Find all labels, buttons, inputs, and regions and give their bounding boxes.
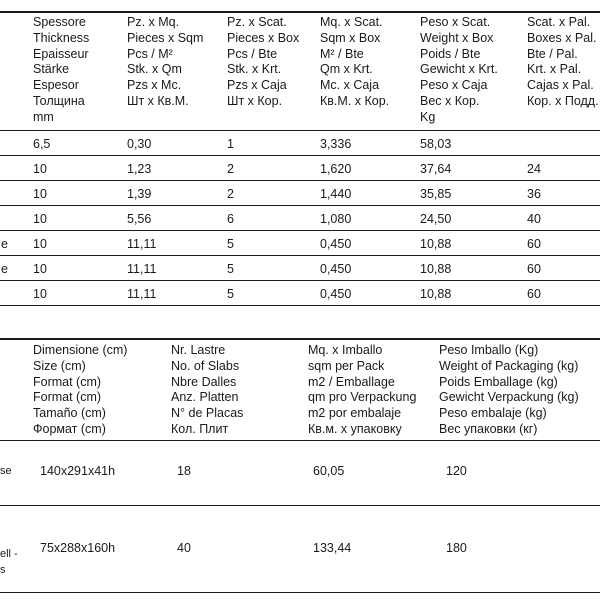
t1-cell-boxes-pallet: 60 [527,287,541,301]
t1-cell-pieces-box: 5 [227,262,234,276]
t1-header-rule [0,130,600,131]
t1-cell-sqm-box: 0,450 [320,237,352,251]
row-divider [0,505,600,506]
t1-cell-thickness: 6,5 [33,137,51,151]
t1-cell-thickness: 10 [33,212,47,226]
t2-cell-sqm-pack: 60,05 [313,464,345,478]
t1-cell-weight-box: 58,03 [420,137,452,151]
t1-header-sqm-box: Mq. x Scat. Sqm x Box M² / Bte Qm x Krt. Mc. x Caja Кв.М. х Кор. [320,15,390,108]
row-divider [0,180,600,181]
t1-cell-pieces-sqm: 11,11 [127,262,157,276]
t2-row-label: ell - [0,548,18,560]
t1-cell-pieces-sqm: 11,11 [127,287,157,301]
row-divider [0,230,600,231]
t1-row-label: e [1,262,8,276]
t2-cell-sqm-pack: 133,44 [313,541,352,555]
t1-cell-weight-box: 10,88 [420,262,452,276]
rule-top [0,11,600,13]
t2-header-rule [0,440,600,441]
row-divider [0,205,600,206]
t1-cell-sqm-box: 0,450 [320,262,352,276]
t1-cell-pieces-sqm: 11,11 [127,237,157,251]
t1-cell-pieces-box: 5 [227,287,234,301]
t1-cell-thickness: 10 [33,287,47,301]
t2-row-label: se [0,465,12,477]
t2-header-pack-weight: Peso Imballo (Kg) Weight of Packaging (kg) Poids Emballage (kg) Gewicht Verpackung (kg) Peso embalaje (kg) Вес упаковки (кг) [439,343,579,436]
t1-cell-sqm-box: 3,336 [320,137,352,151]
t2-header-slabs: Nr. Lastre No. of Slabs Nbre Dalles Anz. Platten N° de Placas Кол. Плит [171,343,244,436]
t1-cell-sqm-box: 1,080 [320,212,352,226]
t2-cell-slabs: 40 [177,541,191,555]
t1-cell-pieces-box: 5 [227,237,234,251]
t1-cell-thickness: 10 [33,237,47,251]
t1-header-thickness: Spessore Thickness Epaisseur Stärke Espesor Толщина mm [33,15,90,124]
t1-cell-sqm-box: 1,440 [320,187,352,201]
t2-row-label: s [0,564,6,576]
t1-cell-weight-box: 10,88 [420,287,452,301]
t1-cell-weight-box: 24,50 [420,212,452,226]
t2-top-rule [0,338,600,340]
t1-header-pieces-box: Pz. x Scat. Pieces x Box Pcs / Bte Stk. x Krt. Pzs x Caja Шт х Кор. [227,15,300,108]
t1-cell-boxes-pallet: 24 [527,162,541,176]
t1-header-boxes-pallet: Scat. x Pal. Boxes x Pal. Bte / Pal. Krt. x Pal. Cajas x Pal. Кор. х Подд. [527,15,599,108]
row-divider [0,255,600,256]
t1-cell-boxes-pallet: 40 [527,212,541,226]
row-divider [0,155,600,156]
t1-cell-thickness: 10 [33,187,47,201]
t1-cell-pieces-sqm: 1,39 [127,187,152,201]
t1-cell-weight-box: 35,85 [420,187,452,201]
t2-cell-size: 140x291x41h [40,464,116,478]
t1-cell-pieces-sqm: 0,30 [127,137,152,151]
t1-cell-pieces-sqm: 5,56 [127,212,152,226]
t1-cell-weight-box: 10,88 [420,237,452,251]
t1-row-label: e [1,237,8,251]
t1-bottom-rule [0,305,600,306]
t1-cell-pieces-box: 2 [227,162,234,176]
t1-cell-pieces-box: 6 [227,212,234,226]
t1-cell-thickness: 10 [33,162,47,176]
t1-cell-boxes-pallet: 60 [527,237,541,251]
t1-cell-thickness: 10 [33,262,47,276]
t2-header-sqm-pack: Mq. x Imballo sqm per Pack m2 / Emballage qm pro Verpackung m2 por embalaje Кв.м. х упаковку [308,343,417,436]
t1-header-pieces-sqm: Pz. x Mq. Pieces x Sqm Pcs / M² Stk. x Qm Pzs x Mc. Шт х Кв.М. [127,15,204,108]
t1-cell-weight-box: 37,64 [420,162,452,176]
t1-cell-boxes-pallet: 36 [527,187,541,201]
t2-cell-slabs: 18 [177,464,191,478]
t1-header-weight-box: Peso x Scat. Weight x Box Poids / Bte Gewicht x Krt. Peso x Caja Вес х Кор. Kg [420,15,498,124]
t1-cell-pieces-box: 1 [227,137,234,151]
t2-cell-pack-weight: 180 [446,541,467,555]
t2-header-size: Dimensione (cm) Size (cm) Format (cm) Format (cm) Tamaño (cm) Формат (cm) [33,343,128,436]
t1-cell-boxes-pallet: 60 [527,262,541,276]
t1-cell-pieces-box: 2 [227,187,234,201]
t2-cell-pack-weight: 120 [446,464,467,478]
row-divider [0,280,600,281]
t1-cell-sqm-box: 0,450 [320,287,352,301]
t1-cell-sqm-box: 1,620 [320,162,352,176]
t2-cell-size: 75x288x160h [40,541,116,555]
t2-bottom-rule [0,592,600,593]
t1-cell-pieces-sqm: 1,23 [127,162,152,176]
